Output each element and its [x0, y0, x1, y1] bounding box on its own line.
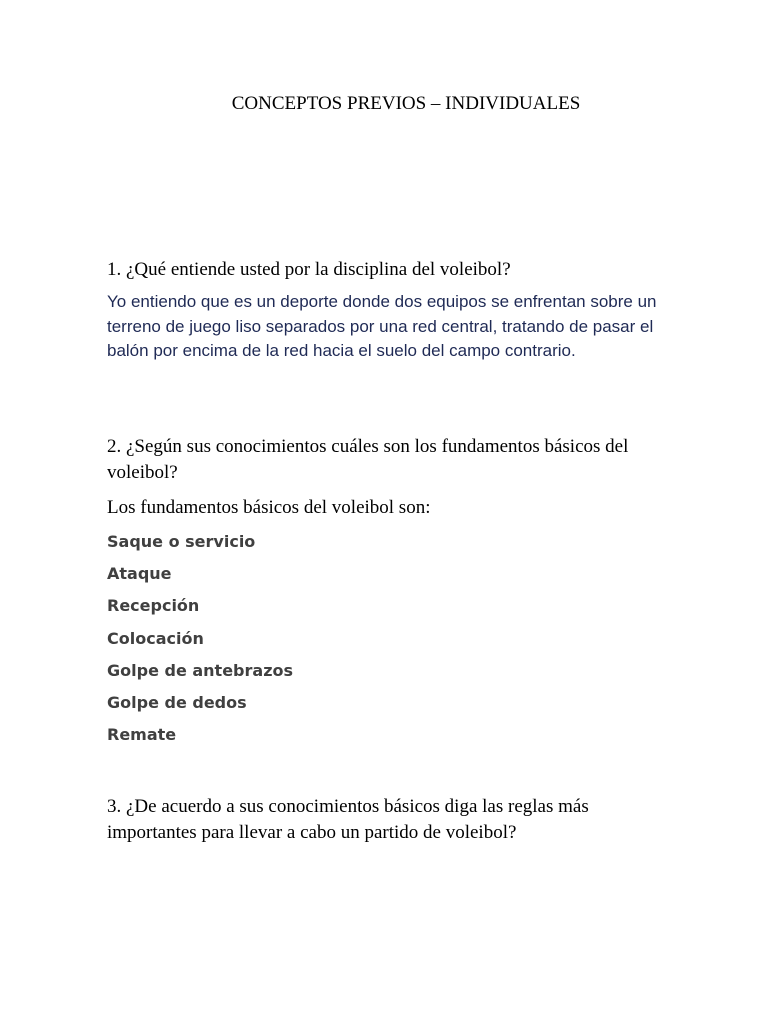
document-title: CONCEPTOS PREVIOS – INDIVIDUALES	[231, 93, 581, 114]
list-item: Golpe de antebrazos	[107, 660, 294, 680]
question-2: 2. ¿Según sus conocimientos cuáles son los fundamentos básicos del voleibol?	[107, 436, 629, 483]
fundamentals-list	[107, 529, 293, 754]
list-item: Ataque	[107, 564, 172, 584]
question-1: 1. ¿Qué entiende usted por la disciplina del voleibol?	[107, 259, 511, 280]
answer-1: Yo entiendo que es un deporte donde dos equipos se enfrentan sobre un terreno de juego liso separados por una red central, tratando de pasar el balón por encima de la red hacia el suelo del campo contrario.	[107, 292, 657, 360]
question-3: 3. ¿De acuerdo a sus conocimientos básicos diga las reglas más importantes para llevar a cabo un partido de voleibol?	[107, 796, 589, 843]
list-item: Saque o servicio	[107, 532, 256, 551]
answer-2-intro: Los fundamentos básicos del voleibol son:	[107, 497, 431, 518]
list-item: Remate	[107, 725, 177, 745]
list-item: Recepción	[107, 596, 200, 616]
list-item: Colocación	[107, 628, 204, 648]
list-item: Golpe de dedos	[107, 692, 247, 712]
